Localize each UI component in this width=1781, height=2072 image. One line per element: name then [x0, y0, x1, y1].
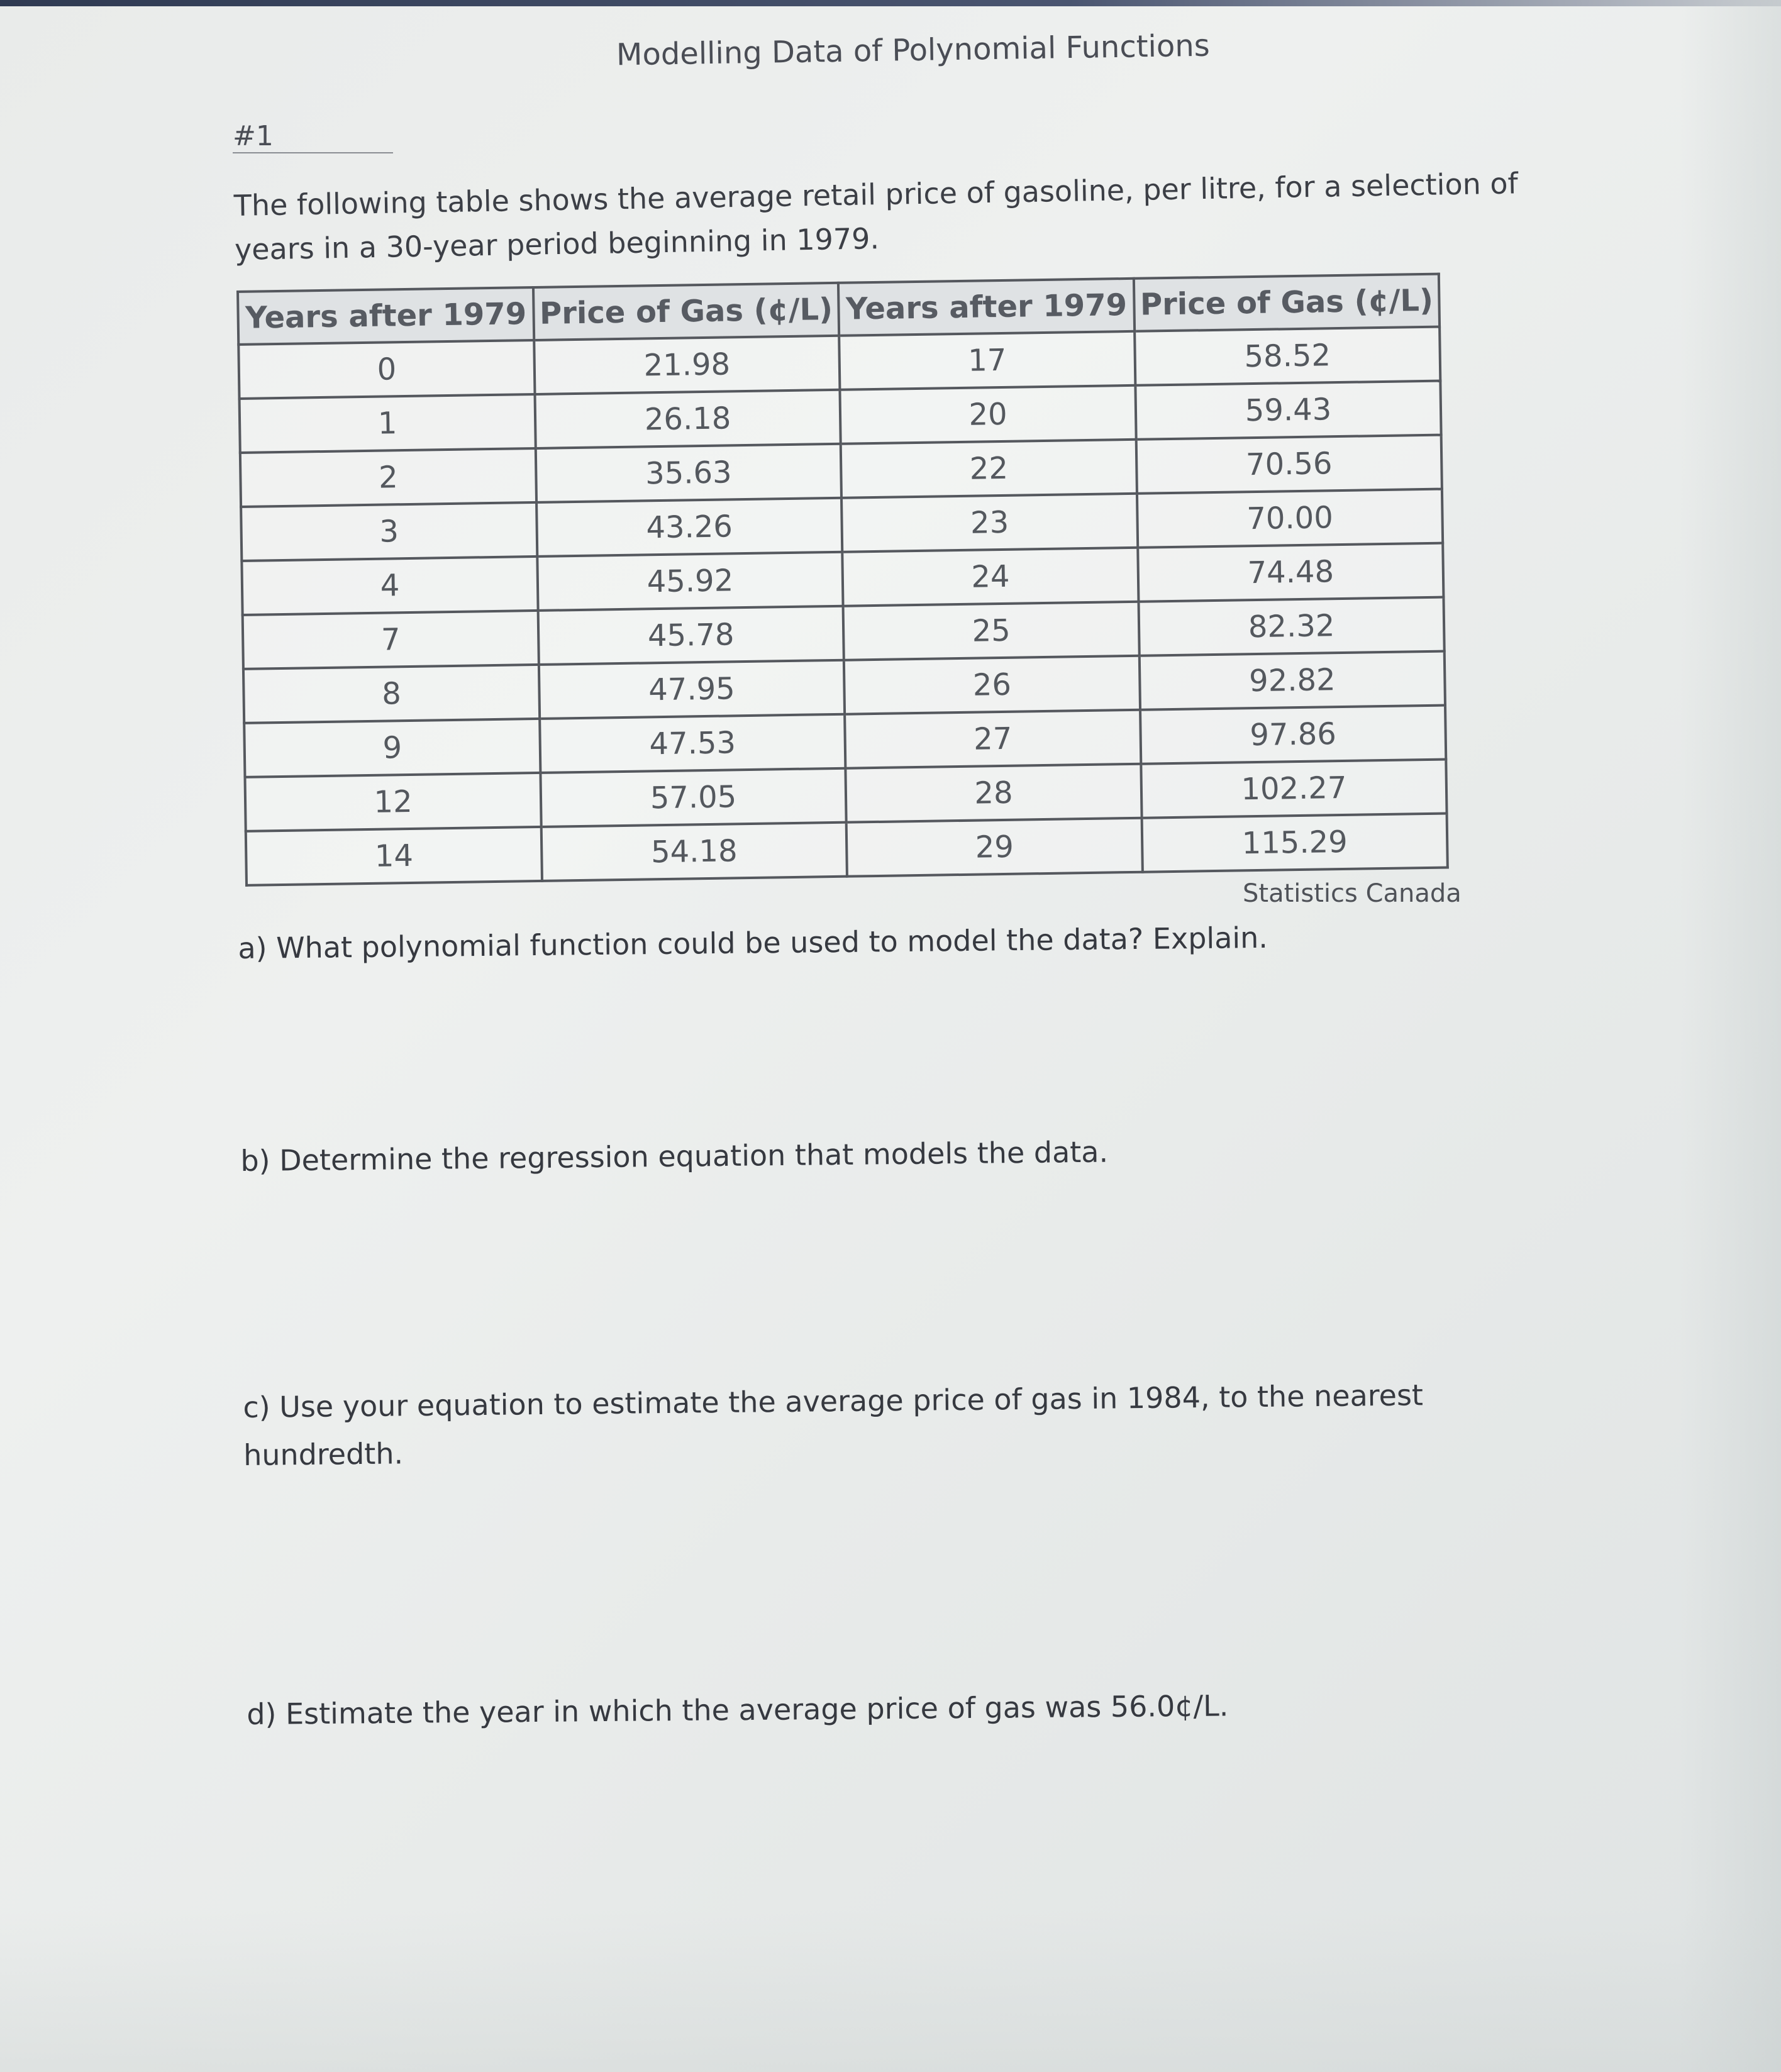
header-years-left: Years after 1979: [238, 287, 534, 345]
table-cell: 27: [845, 710, 1141, 768]
header-years-right: Years after 1979: [838, 279, 1135, 336]
table-cell: 9: [244, 719, 540, 777]
photo-top-edge: [0, 0, 1781, 6]
table-cell: 29: [846, 818, 1143, 877]
table-source: Statistics Canada: [1243, 879, 1462, 908]
question-b: b) Determine the regression equation that models the data.: [240, 1134, 1109, 1178]
photo-shading-bottom: [0, 1909, 1781, 2072]
table-cell: 3: [241, 502, 537, 561]
table-cell: 59.43: [1135, 381, 1441, 440]
table-cell: 24: [842, 548, 1138, 606]
table-cell: 74.48: [1138, 543, 1443, 602]
table-cell: 1: [240, 394, 536, 453]
table-cell: 14: [246, 827, 542, 885]
question-number: #1: [233, 121, 393, 153]
table-cell: 43.26: [536, 498, 842, 557]
gas-price-table: [236, 273, 1449, 887]
question-a: a) What polynomial function could be used to model the data? Explain.: [238, 920, 1268, 965]
intro-text: The following table shows the average retail price of gasoline, per litre, for a selection of years in a 30-year period beginning in 1979.: [233, 166, 1519, 267]
header-price-right: Price of Gas (¢/L): [1134, 274, 1440, 331]
table-cell: 70.00: [1137, 489, 1443, 548]
table-cell: 45.92: [537, 552, 843, 611]
gas-price-table-wrapper: [236, 273, 1449, 887]
table-cell: 70.56: [1136, 435, 1442, 494]
table-cell: 58.52: [1135, 327, 1440, 385]
table-cell: 8: [243, 665, 540, 723]
table-cell: 20: [840, 385, 1136, 444]
table-cell: 4: [241, 557, 538, 615]
table-cell: 28: [845, 764, 1141, 823]
table-cell: 12: [245, 773, 541, 831]
table-cell: 54.18: [541, 823, 847, 881]
table-cell: 26: [844, 656, 1140, 714]
table-cell: 23: [841, 494, 1138, 552]
table-cell: 47.53: [540, 714, 845, 773]
table-cell: 35.63: [536, 444, 841, 502]
table-cell: 25: [843, 602, 1140, 660]
table-cell: 0: [238, 340, 535, 399]
table-cell: 17: [839, 331, 1135, 390]
question-d: d) Estimate the year in which the average price of gas was 56.0¢/L.: [247, 1688, 1229, 1731]
question-intro: [233, 117, 1543, 272]
table-cell: 45.78: [538, 606, 844, 665]
question-c: c) Use your equation to estimate the average price of gas in 1984, to the nearest hundredth.: [243, 1378, 1424, 1472]
photo-shading-right: [1680, 0, 1781, 2072]
table-cell: 97.86: [1140, 706, 1446, 764]
page-title: Modelling Data of Polynomial Functions: [616, 28, 1211, 73]
table-cell: 57.05: [540, 768, 846, 827]
table-cell: 82.32: [1138, 597, 1444, 656]
header-price-left: Price of Gas (¢/L): [533, 283, 839, 340]
table-cell: 21.98: [534, 336, 840, 394]
table-cell: 26.18: [535, 390, 840, 448]
table-cell: 7: [243, 611, 539, 669]
table-cell: 2: [240, 448, 536, 507]
table-cell: 47.95: [539, 660, 845, 719]
table-cell: 102.27: [1141, 760, 1446, 818]
table-cell: 115.29: [1142, 814, 1448, 872]
table-cell: 92.82: [1140, 651, 1445, 710]
table-cell: 22: [841, 440, 1137, 498]
